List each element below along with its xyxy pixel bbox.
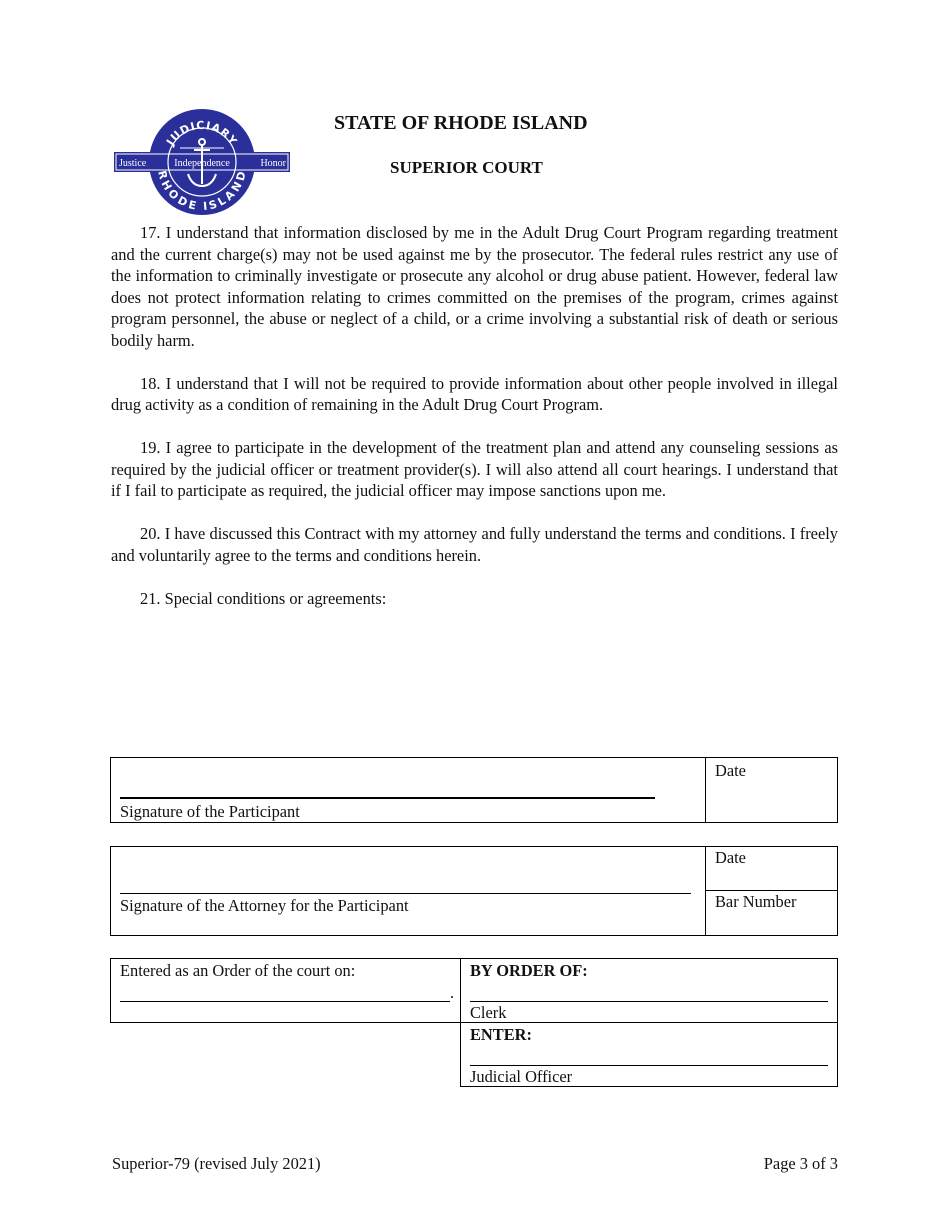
- page-number: Page 3 of 3: [763, 1154, 838, 1173]
- page-title: STATE OF RHODE ISLAND: [334, 112, 588, 134]
- seal-right-word: Honor: [260, 158, 286, 169]
- seal-left-word: Justice: [119, 158, 147, 169]
- attorney-signature-line[interactable]: [120, 893, 691, 894]
- enter-label: ENTER:: [470, 1025, 532, 1044]
- paragraph-17: 17. I understand that information disclosed by me in the Adult Drug Court Program regarding treatment and the current charge(s) may not be used against me by the prosecutor. The federal rules restrict any use of the information to criminally investigate or prosecute any alcohol or drug abuse patient. However, federal law does not protect information relating to crimes committed on the premises of the program, crimes against program personnel, the abuse or neglect of a child, or a crime involving a substantial risk of death or serious bodily harm.: [111, 223, 838, 350]
- judicial-officer-label: Judicial Officer: [470, 1067, 573, 1086]
- seal-center-word: Independence: [174, 158, 230, 169]
- order-signature-box: [460, 958, 838, 1087]
- entered-date-line[interactable]: [120, 1001, 450, 1002]
- paragraph-21: 21. Special conditions or agreements:: [140, 588, 387, 608]
- clerk-signature-line[interactable]: [470, 1001, 828, 1002]
- entered-order-label: Entered as an Order of the court on:: [120, 961, 356, 980]
- attorney-date-label: Date: [715, 848, 746, 867]
- contract-body: [111, 222, 838, 631]
- participant-signature-line[interactable]: [120, 797, 655, 799]
- participant-signature-box: [110, 757, 838, 823]
- attorney-bar-number-label: Bar Number: [715, 892, 797, 911]
- entered-period: .: [450, 983, 455, 1002]
- order-entered-box: [110, 958, 461, 1023]
- seal-bottom-text: RHODE ISLAND: [155, 169, 249, 214]
- paragraph-20: 20. I have discussed this Contract with my attorney and fully understand the terms and conditions. I freely and voluntarily agree to the terms and conditions herein.: [111, 524, 838, 565]
- attorney-signature-box: [110, 846, 838, 936]
- seal-top-text: JUDICIARY: [163, 118, 240, 148]
- participant-signature-label: Signature of the Participant: [120, 802, 300, 821]
- page-subtitle: SUPERIOR COURT: [390, 158, 543, 177]
- attorney-signature-label: Signature of the Attorney for the Participant: [120, 896, 409, 915]
- participant-date-label: Date: [715, 761, 746, 780]
- by-order-label: BY ORDER OF:: [470, 961, 588, 980]
- court-seal-logo: [114, 108, 290, 218]
- paragraph-18: 18. I understand that I will not be required to provide information about other people involved in illegal drug activity as a condition of remaining in the Adult Drug Court Program.: [111, 373, 838, 414]
- form-id: Superior-79 (revised July 2021): [112, 1154, 321, 1173]
- paragraph-19: 19. I agree to participate in the development of the treatment plan and attend any counseling sessions as required by the judicial officer or treatment provider(s). I will also attend all court hearings. I understand that if I fail to participate as required, the judicial officer may impose sanctions upon me.: [111, 438, 838, 500]
- judicial-officer-signature-line[interactable]: [470, 1065, 828, 1066]
- clerk-label: Clerk: [470, 1003, 507, 1022]
